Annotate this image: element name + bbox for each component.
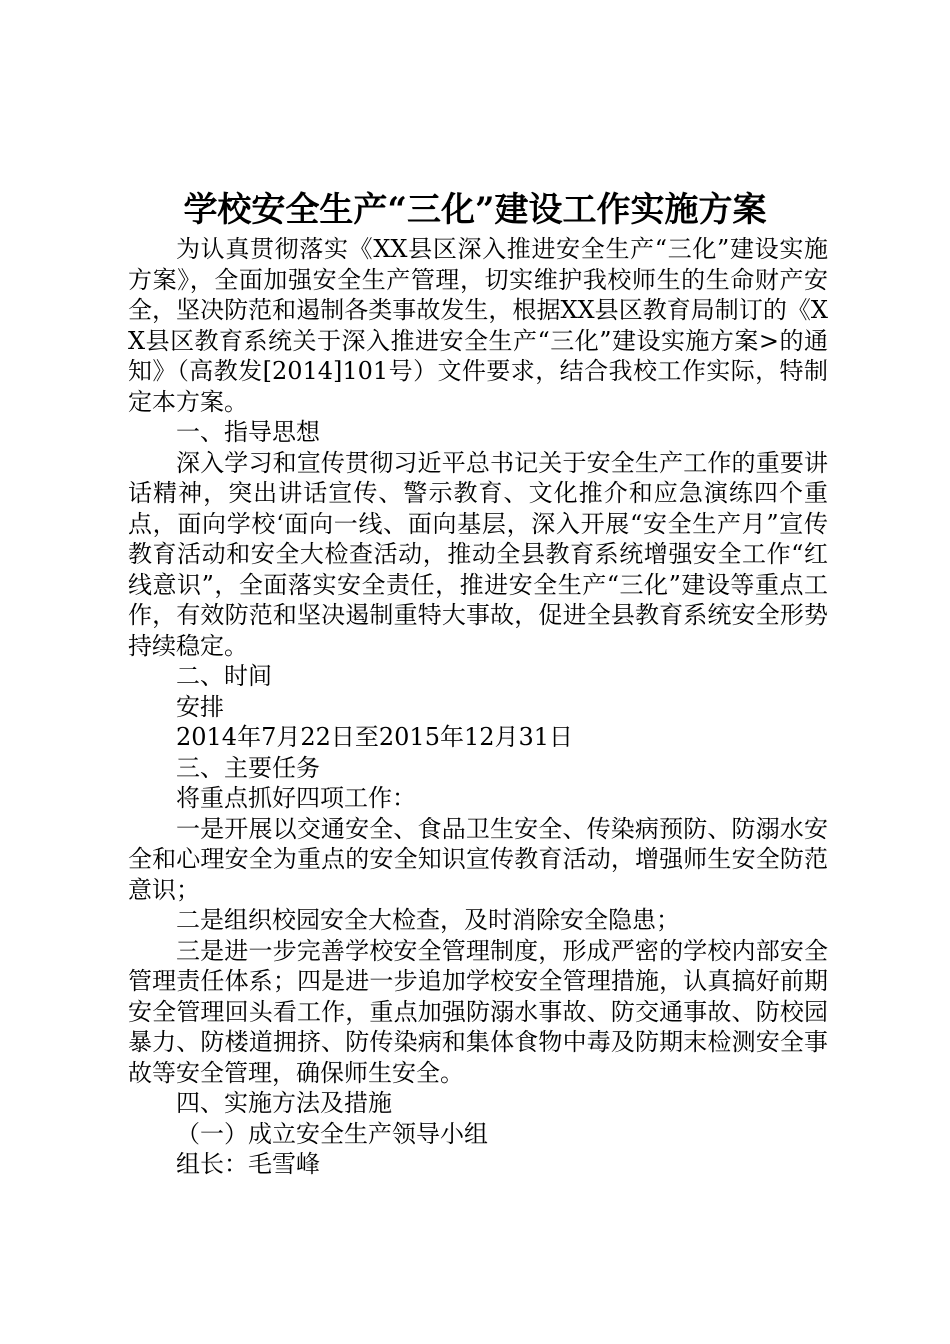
section-heading-main-tasks: 三、主要任务 [176,753,320,782]
intro-paragraph: 为认真贯彻落实《XX县区深入推进安全生产“三化”建设实施方案》，全面加强安全生产管理，切实维护我校师生的生命财产安全，坚决防范和遏制各类事故发生，根据XX县区教育局制订的《XX县区教育系统关于深入推进安全生产“三化”建设实施方案>的通知》（高教发[2014]101号）文件要求，结合我校工作实际，特制定本方案。 [128,235,828,416]
task-two-paragraph: 二是组织校园安全大检查，及时消除安全隐患； [176,906,680,934]
guiding-ideology-paragraph: 深入学习和宣传贯彻习近平总书记关于安全生产工作的重要讲话精神，突出讲话宣传、警示教育、文化推介和应急演练四个重点，面向学校‘面向一线、面向基层，深入开展“安全生产月”宣传教育活动和安全大检查活动，推动全县教育系统增强安全工作“红线意识”，全面落实安全责任，推进安全生产“三化”建设等重点工作，有效防范和坚决遏制重特大事故，促进全县教育系统安全形势持续稳定。 [128,448,828,660]
task-one-paragraph: 一是开展以交通安全、食品卫生安全、传染病预防、防溺水安全和心理安全为重点的安全知识宣传教育活动，增强师生安全防范意识； [128,814,828,904]
task-three-four-paragraph: 三是进一步完善学校安全管理制度，形成严密的学校内部安全管理责任体系；四是进一步追加学校安全管理措施，认真搞好前期安全管理回头看工作，重点加强防溺水事故、防交通事故、防校园暴力、防楼道拥挤、防传染病和集体食物中毒及防期末检测安全事故等安全管理，确保师生安全。 [128,936,828,1087]
section-heading-time: 二、时间 [176,662,272,690]
section-heading-guiding-ideology: 一、指导思想 [176,418,320,446]
time-arrangement-label: 安排 [176,692,224,721]
subsection-leadership-group: （一）成立安全生产领导小组 [176,1119,488,1148]
time-range: 2014年7月22日至2015年12月31日 [176,723,574,751]
section-heading-methods: 四、实施方法及措施 [176,1089,392,1117]
group-leader-line: 组长：毛雪峰 [176,1150,320,1178]
document-body [128,234,828,1180]
main-tasks-intro: 将重点抓好四项工作： [176,784,416,812]
document-title: 学校安全生产“三化”建设工作实施方案 [183,190,767,230]
